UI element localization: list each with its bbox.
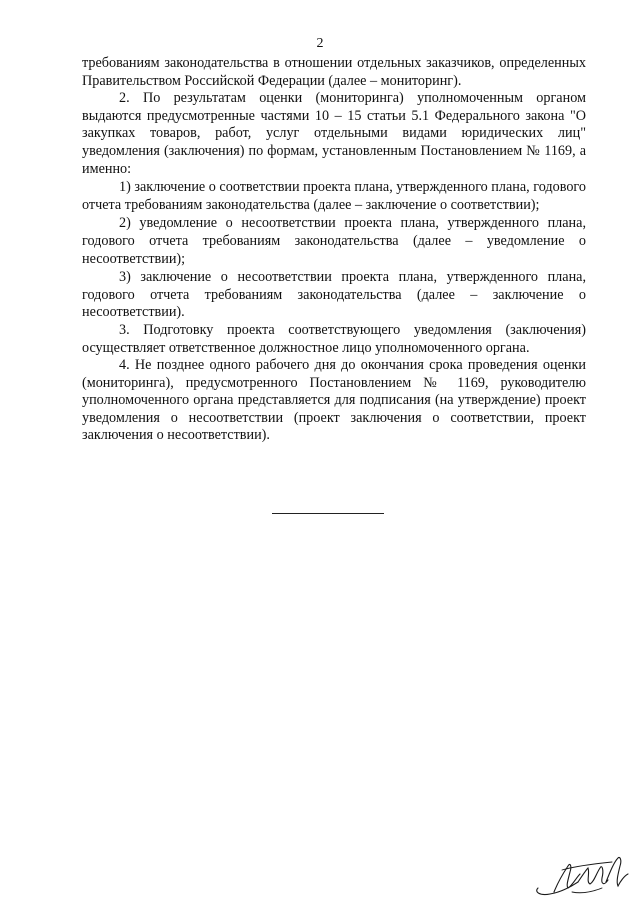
- paragraph-subitem-2: 2) уведомление о несоответствии проекта плана, утвержденного плана, годового отчета требованиям законодательства (далее – уведомление о несоответствии);: [82, 215, 586, 267]
- paragraph-subitem-3: 3) заключение о несоответствии проекта плана, утвержденного плана, годового отчета требованиям законодательства (далее – заключение о несоответствии).: [82, 269, 586, 321]
- page-number: 2: [316, 36, 324, 51]
- paragraph-item-4: 4. Не позднее одного рабочего дня до окончания срока проведения оценки (мониторинга), предусмотренного Постановлением № 1169, руководителю уполномоченного органа представляется для подписания (на утверждение) проект уведомления о несоответствии (проект заключения о соответствии, проект заключения о несоответствии).: [82, 357, 586, 444]
- paragraph-item-3: 3. Подготовку проекта соответствующего уведомления (заключения) осуществляет ответственное должностное лицо уполномоченного органа.: [82, 321, 586, 356]
- handwritten-signature: [532, 852, 632, 900]
- end-of-text-rule: [272, 513, 384, 514]
- paragraph-item-2: 2. По результатам оценки (мониторинга) уполномоченным органом выдаются предусмотренные частями 10 – 15 статьи 5.1 Федерального закона "О закупках товаров, работ, услуг отдельными видами юридических лиц" уведомления (заключения) по формам, установленным Постановлением № 1169, а именно:: [82, 90, 586, 177]
- paragraph-continuation: требованиям законодательства в отношении отдельных заказчиков, определенных Правительством Российской Федерации (далее – мониторинг).: [82, 55, 586, 89]
- paragraph-subitem-1: 1) заключение о соответствии проекта плана, утвержденного плана, годового отчета требованиям законодательства (далее – заключение о соответствии);: [82, 179, 586, 213]
- document-body: [82, 55, 586, 445]
